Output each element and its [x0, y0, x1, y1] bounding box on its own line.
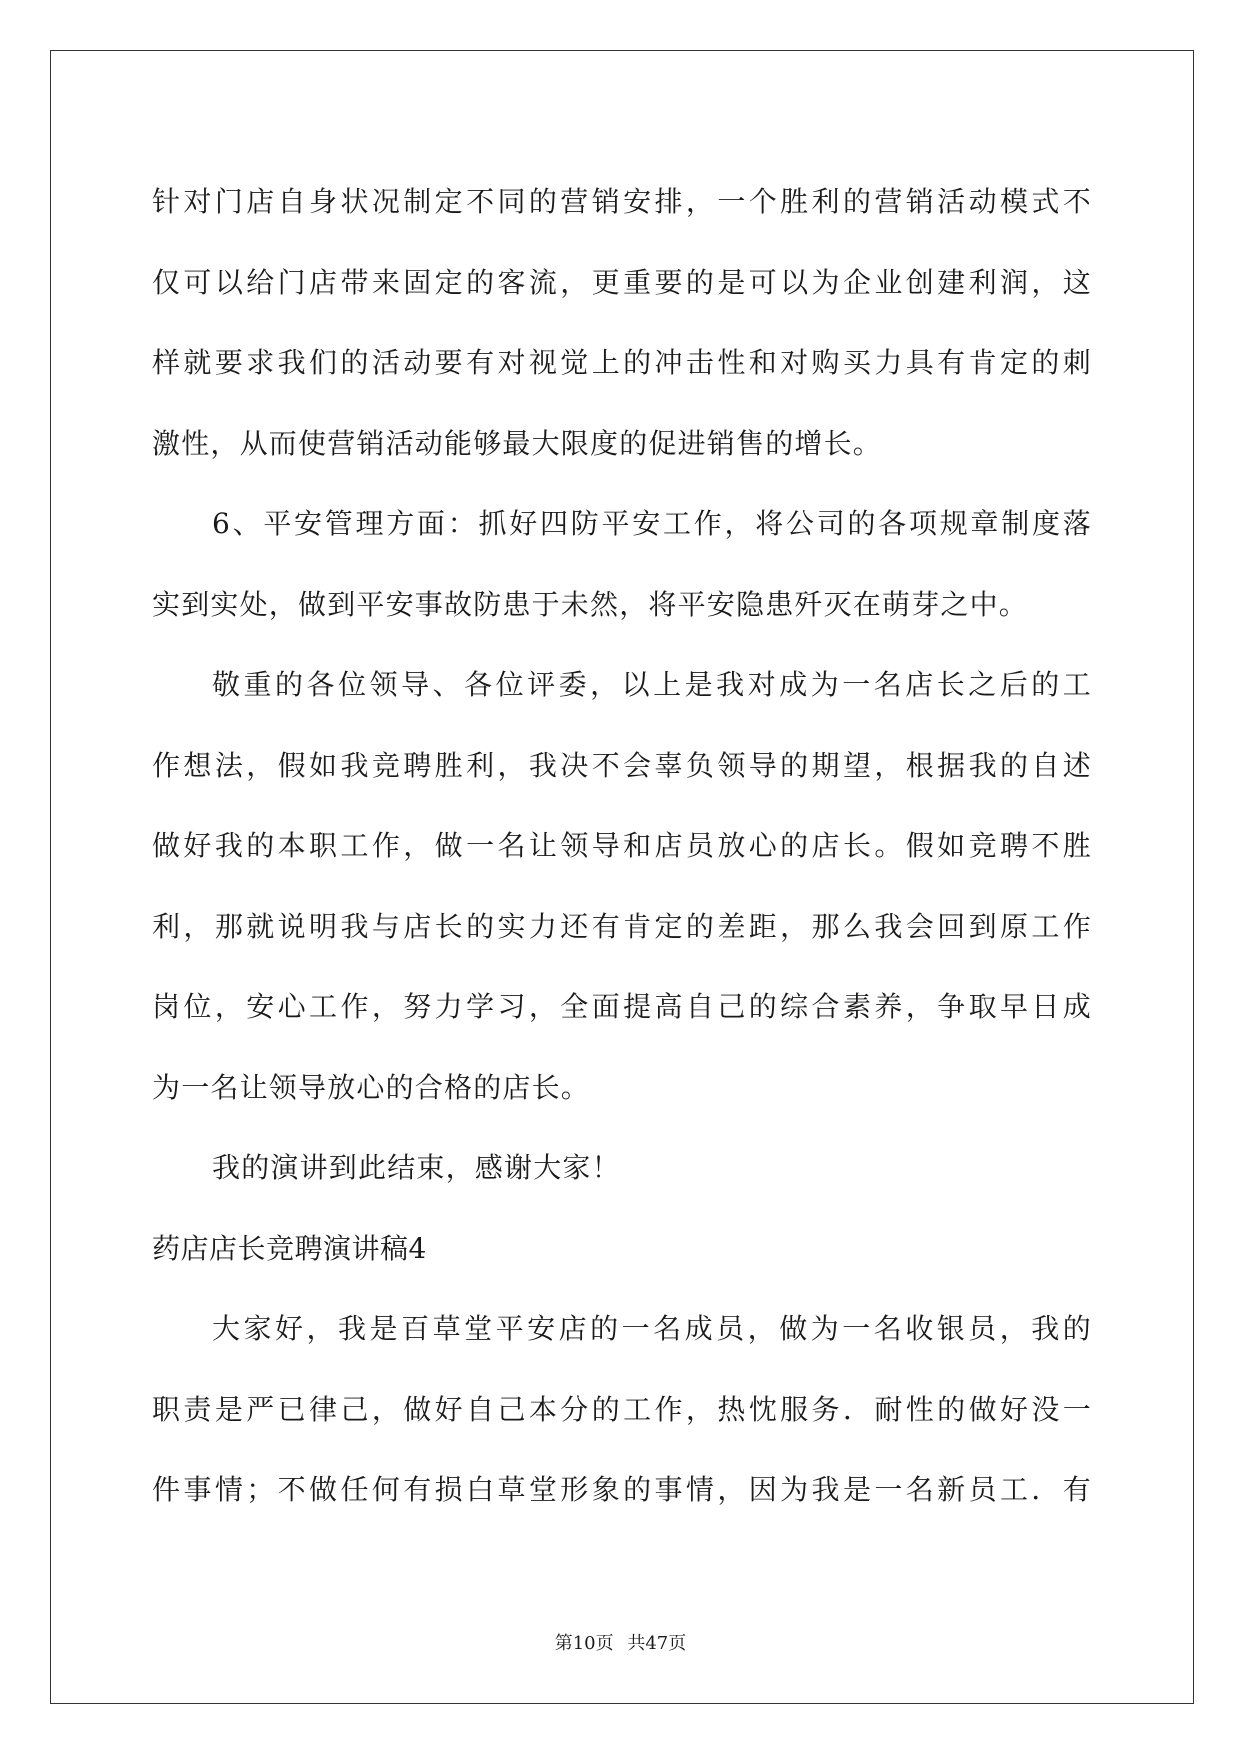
section-heading: 药店店长竞聘演讲稿4	[152, 1231, 427, 1265]
text-line: 针对门店自身状况制定不同的营销安排，一个胜利的营销活动模式不	[152, 185, 1092, 218]
total-pages: 共47页	[627, 1633, 687, 1654]
text-line: 做好我的本职工作，做一名让领导和店员放心的店长。假如竞聘不胜	[152, 829, 1092, 862]
document-body	[152, 162, 1092, 1531]
text-line: 仅可以给门店带来固定的客流，更重要的是可以为企业创建利润，这	[152, 265, 1092, 299]
page-footer	[0, 1632, 1241, 1656]
text-line: 样就要求我们的活动要有对视觉上的冲击性和对购买力具有肯定的刺	[152, 346, 1092, 379]
text-line: 件事情；不做任何有损白草堂形象的事情，因为我是一名新员工．有	[152, 1473, 1092, 1506]
text-line: 实到实处，做到平安事故防患于未然，将平安隐患歼灭在萌芽之中。	[152, 587, 1029, 621]
text-line: 岗位，安心工作，努力学习，全面提高自己的综合素养，争取早日成	[152, 990, 1092, 1023]
text-line: 利，那就说明我与店长的实力还有肯定的差距，那么我会回到原工作	[152, 909, 1092, 943]
text-line: 我的演讲到此结束，感谢大家！	[212, 1151, 621, 1184]
page-number: 第10页	[554, 1633, 614, 1654]
text-line: 作想法，假如我竞聘胜利，我决不会辜负领导的期望，根据我的自述	[152, 748, 1092, 782]
text-line: 激性，从而使营销活动能够最大限度的促进销售的增长。	[152, 426, 883, 460]
text-line: 敬重的各位领导、各位评委，以上是我对成为一名店长之后的工	[212, 668, 1092, 701]
text-line: 为一名让领导放心的合格的店长。	[152, 1070, 591, 1104]
text-line: 职责是严已律己，做好自己本分的工作，热忱服务．耐性的做好没一	[152, 1392, 1092, 1426]
text-line: 6、平安管理方面：抓好四防平安工作，将公司的各项规章制度落	[212, 507, 1092, 540]
text-line: 大家好，我是百草堂平安店的一名成员，做为一名收银员，我的	[212, 1312, 1092, 1345]
